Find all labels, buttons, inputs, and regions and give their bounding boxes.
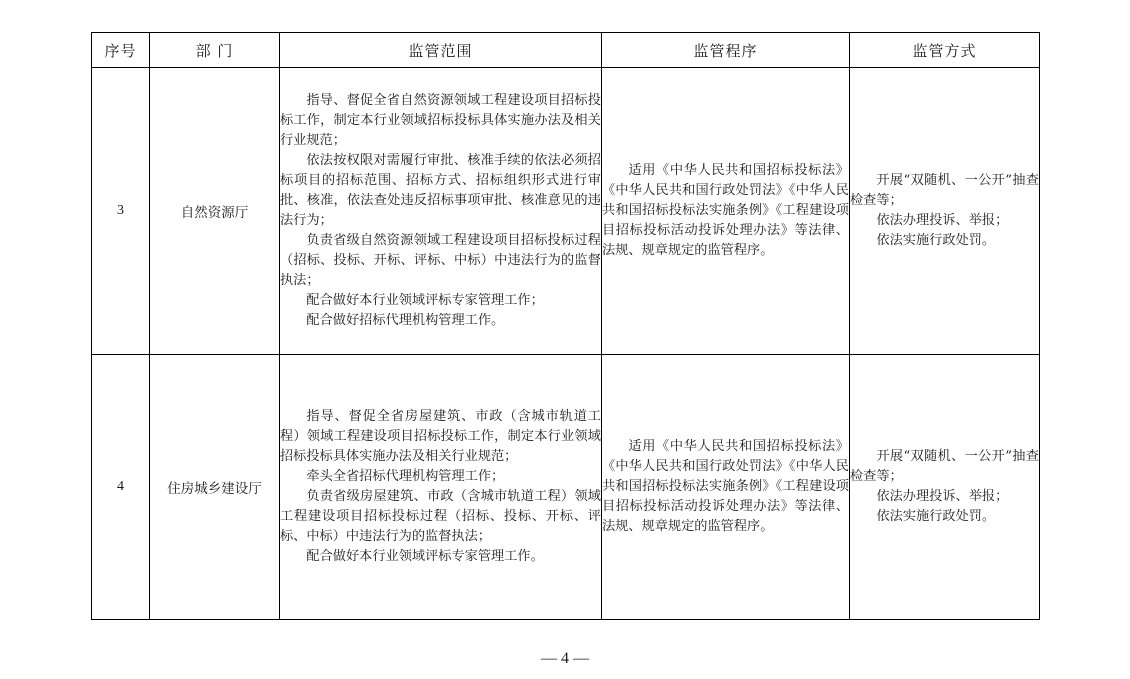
header-scope: 监管范围 (280, 33, 602, 68)
scope-paragraph: 指导、督促全省房屋建筑、市政（含城市轨道工程）领域工程建设项目招标投标工作，制定本行业领域招标投标具体实施办法及相关行业规范； (280, 409, 601, 464)
mode-paragraph: 开展“双随机、一公开”抽查检查等； (850, 449, 1039, 484)
scope-paragraph: 配合做好本行业领域评标专家管理工作。 (306, 549, 544, 564)
scope-paragraph: 负责省级房屋建筑、市政（含城市轨道工程）领域工程建设项目招标投标过程（招标、投标、开标、评标、中标）中违法行为的监督执法； (280, 489, 601, 544)
scope-paragraph: 负责省级自然资源领域工程建设项目招标投标过程（招标、投标、开标、评标、中标）中违法行为的监督执法； (280, 233, 601, 288)
scope-paragraph: 配合做好招标代理机构管理工作。 (306, 313, 505, 328)
scope-paragraph: 牵头全省招标代理机构管理工作； (306, 469, 505, 484)
row-seq: 4 (92, 355, 150, 620)
mode-paragraph: 开展“双随机、一公开”抽查检查等； (850, 173, 1039, 208)
table-row (92, 68, 1040, 355)
row-scope (280, 68, 602, 355)
row-mode (850, 68, 1040, 355)
table-header-row (92, 33, 1040, 68)
row-dept: 自然资源厅 (150, 68, 280, 355)
mode-paragraph: 依法办理投诉、举报； (876, 489, 1009, 504)
header-mode: 监管方式 (850, 33, 1040, 68)
row-procedure (602, 68, 850, 355)
mode-paragraph: 依法办理投诉、举报； (876, 213, 1009, 228)
row-procedure (602, 355, 850, 620)
row-dept: 住房城乡建设厅 (150, 355, 280, 620)
procedure-paragraph: 适用《中华人民共和国招标投标法》《中华人民共和国行政处罚法》《中华人民共和国招标投标法实施条例》《工程建设项目招标投标活动投诉处理办法》等法律、法规、规章规定的监管程序。 (602, 439, 849, 534)
scope-paragraph: 指导、督促全省自然资源领域工程建设项目招标投标工作，制定本行业领域招标投标具体实施办法及相关行业规范； (280, 93, 601, 148)
header-dept: 部 门 (150, 33, 280, 68)
header-procedure: 监管程序 (602, 33, 850, 68)
row-mode (850, 355, 1040, 620)
header-seq: 序号 (92, 33, 150, 68)
mode-paragraph: 依法实施行政处罚。 (876, 509, 996, 524)
procedure-paragraph: 适用《中华人民共和国招标投标法》《中华人民共和国行政处罚法》《中华人民共和国招标投标法实施条例》《工程建设项目招标投标活动投诉处理办法》等法律、法规、规章规定的监管程序。 (602, 163, 849, 258)
table-row (92, 355, 1040, 620)
row-seq: 3 (92, 68, 150, 355)
scope-paragraph: 依法按权限对需履行审批、核准手续的依法必须招标项目的招标范围、招标方式、招标组织形式进行审批、核准，依法查处违反招标事项审批、核准意见的违法行为； (280, 153, 601, 228)
row-scope (280, 355, 602, 620)
supervision-table (91, 32, 1040, 620)
scope-paragraph: 配合做好本行业领域评标专家管理工作； (306, 293, 544, 308)
page-number: — 4 — (541, 650, 589, 667)
mode-paragraph: 依法实施行政处罚。 (876, 233, 996, 248)
